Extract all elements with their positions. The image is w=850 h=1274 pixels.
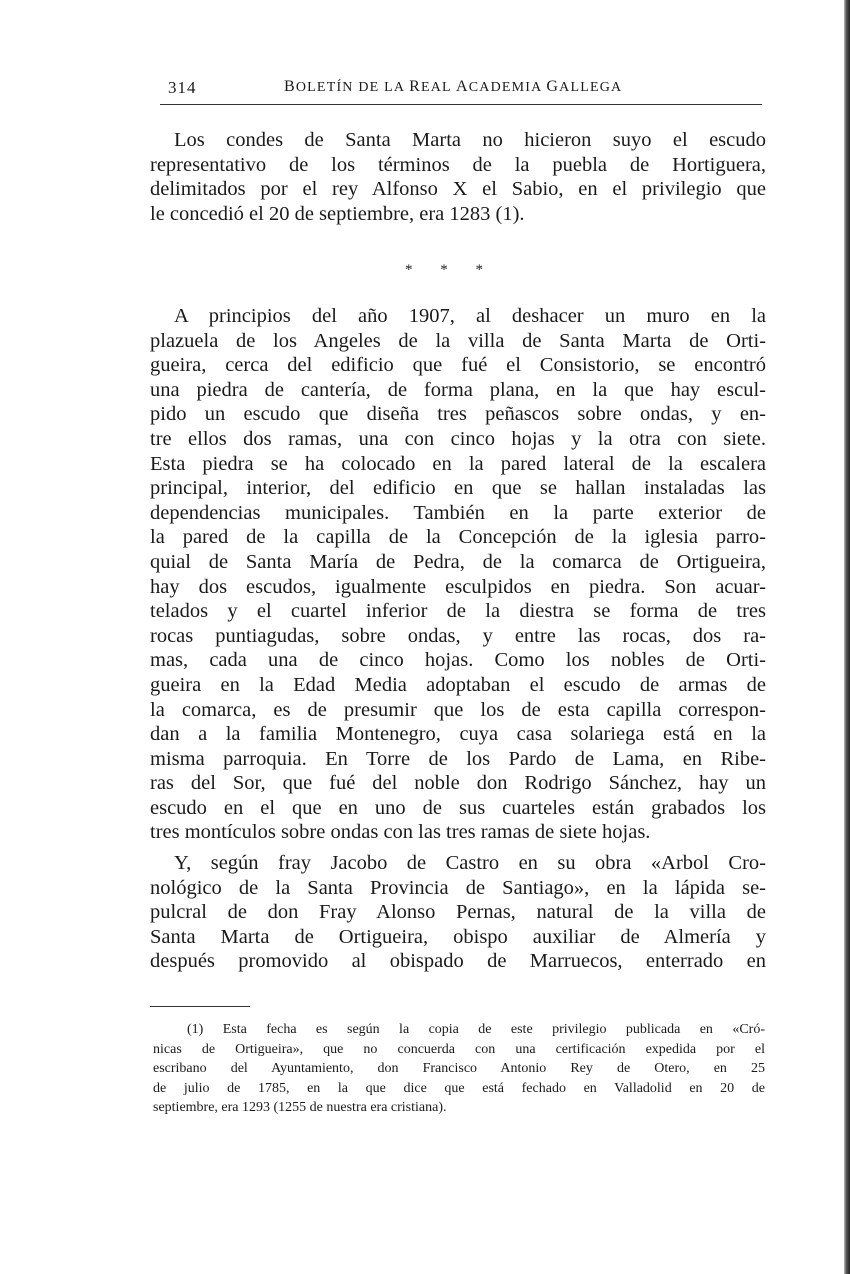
text-line: pido un escudo que diseña tres peñascos sobre ondas, y en- xyxy=(150,403,766,426)
paragraph-main xyxy=(150,304,766,845)
text-line: la comarca, es de presumir que los de esta capilla correspon- xyxy=(150,698,766,721)
text-line: Y, según fray Jacobo de Castro en su obra «Arbol Cro- xyxy=(174,852,766,874)
scan-edge xyxy=(844,0,850,1274)
text-line: después promovido al obispado de Marruecos, enterrado en xyxy=(150,950,766,973)
footnote-line: (1) Esta fecha es según la copia de este privilegio publicada en «Cró- xyxy=(187,1022,765,1037)
text-line: pulcral de don Fray Alonso Pernas, natural de la villa de xyxy=(150,901,766,924)
footnote-line: de julio de 1785, en la que dice que está fechado en Valladolid en 20 de xyxy=(153,1080,765,1096)
footnote-rule xyxy=(150,1006,250,1007)
running-title-part: B xyxy=(284,78,296,95)
text-line: rocas puntiagudas, sobre ondas, y entre las rocas, dos ra- xyxy=(150,624,766,647)
header-rule xyxy=(160,104,762,105)
text-line: misma parroquia. En Torre de los Pardo de Lama, en Ribe- xyxy=(150,747,766,770)
running-title-part: A xyxy=(455,78,469,95)
text-line: Los condes de Santa Marta no hicieron suyo el escudo xyxy=(174,129,766,151)
text-line: principal, interior, del edificio en que se hallan instaladas las xyxy=(150,477,766,500)
text-line: le concedió el 20 de septiembre, era 1283 (1). xyxy=(150,202,525,225)
footnote xyxy=(153,1020,765,1118)
running-title xyxy=(284,78,622,96)
paragraph-intro xyxy=(150,128,766,226)
text-line: delimitados por el rey Alfonso X el Sabio, en el privilegio que xyxy=(150,178,766,201)
running-title-part: OLETÍN DE LA xyxy=(295,80,410,95)
running-title-part: G xyxy=(546,78,560,95)
text-line: una piedra de cantería, de forma plana, en la que hay escul- xyxy=(150,378,766,401)
text-line: tre ellos dos ramas, una con cinco hojas y la otra con siete. xyxy=(150,427,766,450)
running-title-part: EAL xyxy=(420,80,456,95)
text-line: plazuela de los Angeles de la villa de Santa Marta de Orti- xyxy=(150,329,766,352)
footnote-line: septiembre, era 1293 (1255 de nuestra era cristiana). xyxy=(153,1100,447,1115)
text-line: gueira, cerca del edificio que fué el Consistorio, se encontró xyxy=(150,354,766,377)
text-line: gueira en la Edad Media adoptaban el escudo de armas de xyxy=(150,673,766,696)
text-line: ras del Sor, que fué del noble don Rodrigo Sánchez, hay un xyxy=(150,772,766,795)
text-line: escudo en el que en uno de sus cuarteles están grabados los xyxy=(150,796,766,819)
text-line: representativo de los términos de la puebla de Hortiguera, xyxy=(150,153,766,176)
text-line: A principios del año 1907, al deshacer un muro en la xyxy=(174,305,766,327)
section-separator: * * * xyxy=(405,262,495,278)
running-title-part: CADEMIA xyxy=(468,80,547,95)
page-number: 314 xyxy=(168,78,197,97)
footnote-line: nicas de Ortigueira», que no concuerda con una certificación expedida por el xyxy=(153,1041,765,1057)
text-line: tres montículos sobre ondas con las tres ramas de siete hojas. xyxy=(150,821,651,844)
running-title-part: ALLEGA xyxy=(559,80,623,95)
text-line: Esta piedra se ha colocado en la pared lateral de la escalera xyxy=(150,452,766,475)
running-title-part: R xyxy=(409,78,421,95)
text-line: nológico de la Santa Provincia de Santiago», en la lápida se- xyxy=(150,876,766,899)
text-line: la pared de la capilla de la Concepción de la iglesia parro- xyxy=(150,526,766,549)
paragraph-continuation xyxy=(150,851,766,974)
footnote-line: escribano del Ayuntamiento, don Francisco Antonio Rey de Otero, en 25 xyxy=(153,1061,765,1076)
text-line: dan a la familia Montenegro, cuya casa solariega está en la xyxy=(150,723,766,746)
text-line: Santa Marta de Ortigueira, obispo auxiliar de Almería y xyxy=(150,925,766,948)
text-line: dependencias municipales. También en la parte exterior de xyxy=(150,501,766,524)
text-line: quial de Santa María de Pedra, de la comarca de Ortigueira, xyxy=(150,550,766,573)
text-line: hay dos escudos, igualmente esculpidos en piedra. Son acuar- xyxy=(150,575,766,598)
text-line: mas, cada una de cinco hojas. Como los nobles de Orti- xyxy=(150,649,766,672)
text-line: telados y el cuartel inferior de la diestra se forma de tres xyxy=(150,600,766,623)
